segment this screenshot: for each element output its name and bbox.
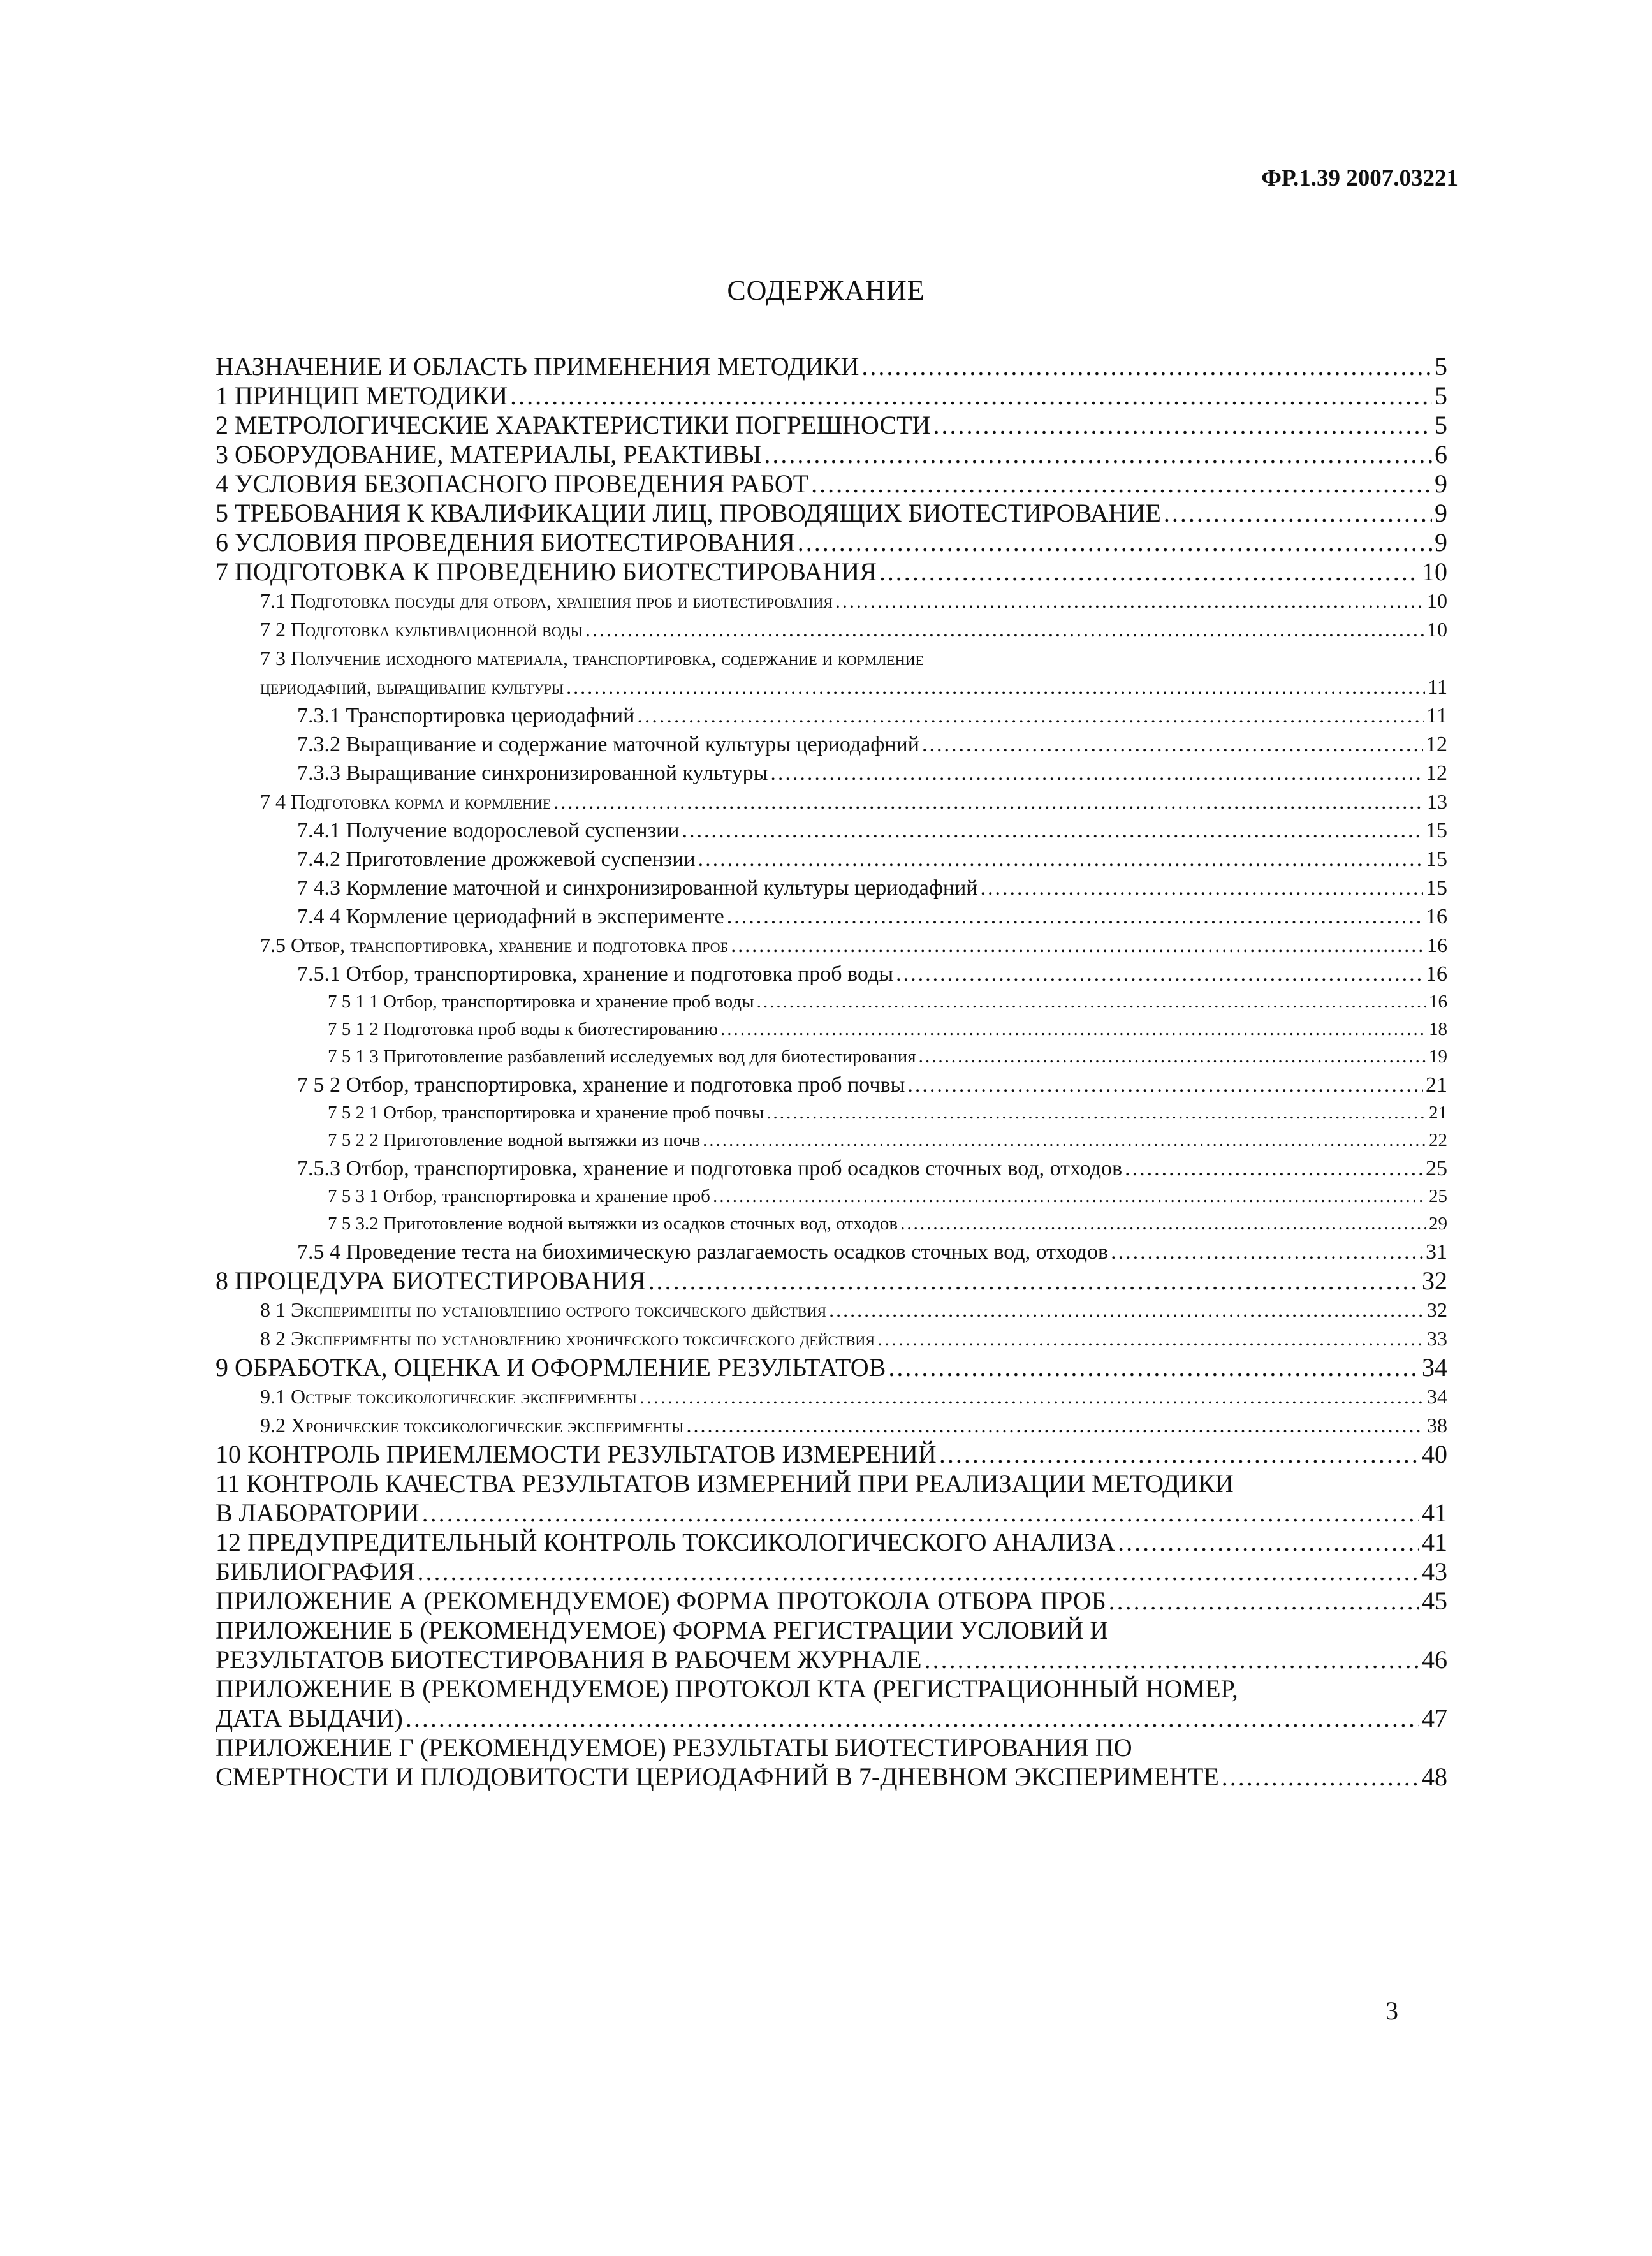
toc-entry-page: 41 <box>1422 1498 1447 1527</box>
toc-entry[interactable] <box>216 1498 1447 1528</box>
toc-entry-title: В ЛАБОРАТОРИИ <box>216 1498 420 1527</box>
toc-entry-page: 12 <box>1426 761 1447 785</box>
toc-entry-title: 7.4.2 Приготовление дрожжевой суспензии <box>297 847 696 871</box>
toc-leader <box>566 673 1425 701</box>
toc-entry-page: 45 <box>1422 1586 1447 1615</box>
toc-entry[interactable] <box>216 1324 1447 1353</box>
toc-leader <box>757 988 1426 1016</box>
toc-entry-page: 5 <box>1435 352 1447 381</box>
toc-entry-page: 48 <box>1422 1762 1447 1791</box>
toc-entry-page: 13 <box>1427 790 1447 813</box>
toc-entry-title: 9.2 Хронические токсикологические эксперименты <box>260 1414 684 1437</box>
toc-entry-title: 7 5 1 3 Приготовление разбавлений исследуемых вод для биотестирования <box>328 1046 916 1067</box>
toc-leader <box>727 902 1423 931</box>
toc-entry-title: 7.5 4 Проведение теста на биохимическую разлагаемость осадков сточных вод, отходов <box>297 1240 1109 1264</box>
toc-entry[interactable] <box>216 1296 1447 1324</box>
toc-entry-page: 38 <box>1427 1414 1447 1437</box>
toc-entry-page: 9 <box>1435 499 1447 527</box>
toc-entry-page: 33 <box>1427 1327 1447 1350</box>
toc-entry[interactable] <box>216 759 1447 787</box>
toc-entry-title: 9 ОБРАБОТКА, ОЦЕНКА И ОФОРМЛЕНИЕ РЕЗУЛЬТАТОВ <box>216 1353 886 1382</box>
toc-entry-page: 12 <box>1426 733 1447 756</box>
toc-entry[interactable] <box>216 816 1447 845</box>
toc-entry-title: 5 ТРЕБОВАНИЯ К КВАЛИФИКАЦИИ ЛИЦ, ПРОВОДЯЩИХ БИОТЕСТИРОВАНИЕ <box>216 499 1161 527</box>
toc-entry[interactable] <box>216 1645 1447 1674</box>
toc-entry-title: НАЗНАЧЕНИЕ И ОБЛАСТЬ ПРИМЕНЕНИЯ МЕТОДИКИ <box>216 352 859 381</box>
toc-entry[interactable] <box>216 1557 1447 1586</box>
toc-entry-title: 7.4.1 Получение водорослевой суспензии <box>297 819 680 842</box>
toc-entry-title: 7.3.1 Транспортировка цериодафний <box>297 704 635 728</box>
toc-leader <box>686 1411 1424 1440</box>
toc-entry-page: 43 <box>1422 1557 1447 1586</box>
toc-entry[interactable] <box>216 1016 1447 1043</box>
toc-leader <box>922 730 1423 759</box>
toc-entry-first-line[interactable]: ПРИЛОЖЕНИЕ Б (РЕКОМЕНДУЕМОЕ) ФОРМА РЕГИСТРАЦИИ УСЛОВИЙ И <box>216 1616 1109 1644</box>
toc-entry-page: 16 <box>1426 905 1447 928</box>
toc-entry-title: 7.5.3 Отбор, транспортировка, хранение и подготовка проб осадков сточных вод, отходов <box>297 1157 1123 1180</box>
toc-leader <box>981 874 1424 902</box>
toc-entry[interactable] <box>216 411 1447 440</box>
toc-entry-page: 22 <box>1429 1130 1447 1150</box>
toc-leader <box>1222 1762 1419 1792</box>
toc-leader <box>418 1557 1419 1586</box>
toc-entry-title: 4 УСЛОВИЯ БЕЗОПАСНОГО ПРОВЕДЕНИЯ РАБОТ <box>216 469 809 498</box>
toc-entry[interactable] <box>216 701 1447 730</box>
toc-entry[interactable] <box>216 988 1447 1016</box>
toc-leader <box>1118 1528 1419 1557</box>
toc-leader <box>553 787 1424 816</box>
toc-entry-page: 10 <box>1427 589 1447 612</box>
toc-entry-page: 21 <box>1426 1073 1447 1097</box>
toc-entry[interactable] <box>216 1440 1447 1469</box>
toc-entry-title: 3 ОБОРУДОВАНИЕ, МАТЕРИАЛЫ, РЕАКТИВЫ <box>216 440 762 469</box>
toc-entry[interactable] <box>216 440 1447 469</box>
toc-entry-first-line[interactable]: ПРИЛОЖЕНИЕ В (РЕКОМЕНДУЕМОЕ) ПРОТОКОЛ КТА (РЕГИСТРАЦИОННЫЙ НОМЕР, <box>216 1674 1238 1703</box>
toc-leader <box>585 615 1424 644</box>
toc-entry-page: 16 <box>1429 992 1447 1012</box>
toc-leader <box>731 931 1424 960</box>
toc-entry-page: 47 <box>1422 1704 1447 1732</box>
toc-entry-title: 7 5 2 2 Приготовление водной вытяжки из почв <box>328 1130 701 1150</box>
toc-entry-page: 46 <box>1422 1645 1447 1674</box>
toc-entry-title: 7.4 4 Кормление цериодафний в эксперименте <box>297 905 724 928</box>
toc-entry[interactable] <box>216 874 1447 902</box>
toc-entry-title: 7 5 3 1 Отбор, транспортировка и хранение проб <box>328 1186 710 1206</box>
toc-entry[interactable] <box>216 1043 1447 1071</box>
toc-entry-title: 9.1 Острые токсикологические эксперименты <box>260 1385 637 1408</box>
toc-entry[interactable] <box>216 673 1447 701</box>
toc-leader <box>648 1266 1419 1296</box>
toc-entry-page: 10 <box>1427 618 1447 641</box>
toc-entry[interactable] <box>216 381 1447 411</box>
toc-entry[interactable] <box>216 1382 1447 1411</box>
toc-entry[interactable] <box>216 1183 1447 1210</box>
toc-leader <box>896 960 1423 988</box>
toc-entry-title: 7 2 Подготовка культивационной воды <box>260 618 583 641</box>
toc-entry[interactable] <box>216 1154 1447 1183</box>
toc-entry[interactable] <box>216 587 1447 615</box>
toc-entry-page: 11 <box>1428 675 1447 698</box>
toc-entry[interactable] <box>216 1210 1447 1238</box>
toc-entry-page: 31 <box>1426 1240 1447 1264</box>
toc-entry[interactable] <box>216 352 1447 381</box>
toc-entry[interactable] <box>216 1353 1447 1382</box>
toc-entry-page: 11 <box>1426 704 1447 728</box>
toc-entry[interactable] <box>216 469 1447 499</box>
toc-leader <box>888 1353 1419 1382</box>
toc-leader <box>907 1071 1423 1099</box>
toc-entry-page: 9 <box>1435 469 1447 498</box>
toc-leader <box>829 1296 1424 1324</box>
toc-entry-title: 7 ПОДГОТОВКА К ПРОВЕДЕНИЮ БИОТЕСТИРОВАНИЯ <box>216 557 877 586</box>
toc-entry[interactable] <box>216 730 1447 759</box>
toc-entry-page: 10 <box>1422 557 1447 586</box>
toc-entry-title: 12 ПРЕДУПРЕДИТЕЛЬНЫЙ КОНТРОЛЬ ТОКСИКОЛОГИЧЕСКОГО АНАЛИЗА <box>216 1528 1116 1556</box>
page-number: 3 <box>1385 1996 1398 2025</box>
toc-leader <box>1109 1586 1419 1616</box>
toc-entry[interactable] <box>216 902 1447 931</box>
toc-entry[interactable] <box>216 1099 1447 1127</box>
toc-leader <box>811 469 1432 499</box>
toc-entry-page: 34 <box>1427 1385 1447 1408</box>
toc-leader <box>703 1127 1426 1154</box>
toc-entry-title: ДАТА ВЫДАЧИ) <box>216 1704 403 1732</box>
toc-entry[interactable] <box>216 931 1447 960</box>
toc-entry[interactable] <box>216 1127 1447 1154</box>
toc-entry-page: 25 <box>1426 1157 1447 1180</box>
toc-entry-page: 16 <box>1426 962 1447 986</box>
toc-leader <box>764 440 1432 469</box>
toc-entry-page: 40 <box>1422 1440 1447 1469</box>
toc-entry[interactable] <box>216 1238 1447 1266</box>
toc-entry-first-line[interactable]: ПРИЛОЖЕНИЕ Г (РЕКОМЕНДУЕМОЕ) РЕЗУЛЬТАТЫ БИОТЕСТИРОВАНИЯ ПО <box>216 1733 1132 1762</box>
toc-entry[interactable] <box>216 1586 1447 1616</box>
toc-entry[interactable] <box>216 615 1447 644</box>
toc-leader <box>720 1016 1426 1043</box>
toc-entry-title: 10 КОНТРОЛЬ ПРИЕМЛЕМОСТИ РЕЗУЛЬТАТОВ ИЗМЕРЕНИЙ <box>216 1440 937 1469</box>
toc-entry[interactable] <box>216 960 1447 988</box>
toc-entry-title: 7 5 1 1 Отбор, транспортировка и хранение проб воды <box>328 992 754 1012</box>
toc-entry-title: 1 ПРИНЦИП МЕТОДИКИ <box>216 381 508 410</box>
toc-entry-page: 34 <box>1422 1353 1447 1382</box>
toc-entry-first-line[interactable]: 7 3 Получение исходного материала, транспортировка, содержание и кормление <box>260 647 924 670</box>
toc-entry-title: 7.1 Подготовка посуды для отбора, хранения проб и биотестирования <box>260 589 833 612</box>
toc-leader <box>877 1324 1424 1353</box>
toc-entry-page: 15 <box>1426 819 1447 842</box>
toc-leader <box>835 587 1424 615</box>
toc-entry-title: 8 1 Эксперименты по установлению острого токсического действия <box>260 1298 827 1321</box>
document-code: ФР.1.39 2007.03221 <box>1261 165 1458 191</box>
toc-entry-page: 16 <box>1427 934 1447 956</box>
toc-entry-title: 7.3.3 Выращивание синхронизированной культуры <box>297 761 768 785</box>
toc-leader <box>879 557 1419 587</box>
toc-entry-title: 8 2 Эксперименты по установлению хронического токсического действия <box>260 1327 875 1350</box>
toc-entry-page: 15 <box>1426 876 1447 900</box>
toc-entry-title: 8 ПРОЦЕДУРА БИОТЕСТИРОВАНИЯ <box>216 1266 646 1295</box>
toc-entry[interactable] <box>216 557 1447 587</box>
toc-entry-title: ПРИЛОЖЕНИЕ А (РЕКОМЕНДУЕМОЕ) ФОРМА ПРОТОКОЛА ОТБОРА ПРОБ <box>216 1586 1106 1615</box>
toc-entry-title: БИБЛИОГРАФИЯ <box>216 1557 415 1586</box>
toc-entry-page: 32 <box>1427 1298 1447 1321</box>
toc-entry[interactable] <box>216 528 1447 557</box>
toc-entry-title: 2 МЕТРОЛОГИЧЕСКИЕ ХАРАКТЕРИСТИКИ ПОГРЕШНОСТИ <box>216 411 931 439</box>
toc-leader <box>1125 1154 1423 1183</box>
toc-entry-title: 7.5 Отбор, транспортировка, хранение и подготовка проб <box>260 934 729 956</box>
toc-entry[interactable] <box>216 1071 1447 1099</box>
toc-entry[interactable] <box>216 499 1447 528</box>
toc-leader <box>1164 499 1432 528</box>
toc-leader <box>682 816 1423 845</box>
toc-entry-page: 18 <box>1429 1019 1447 1039</box>
toc-leader <box>939 1440 1419 1469</box>
toc-entry-title: цериодафний, выращивание культуры <box>260 675 564 698</box>
page-title: СОДЕРЖАНИЕ <box>727 275 925 306</box>
toc-leader <box>925 1645 1419 1674</box>
toc-entry[interactable] <box>216 1704 1447 1733</box>
toc-entry-page: 5 <box>1435 411 1447 439</box>
toc-entry[interactable] <box>216 1762 1447 1792</box>
toc-entry-title: СМЕРТНОСТИ И ПЛОДОВИТОСТИ ЦЕРИОДАФНИЙ В 7-ДНЕВНОМ ЭКСПЕРИМЕНТЕ <box>216 1762 1219 1791</box>
toc-leader <box>698 845 1423 874</box>
toc-entry-page: 29 <box>1429 1213 1447 1234</box>
toc-entry-title: 7 5 1 2 Подготовка проб воды к биотестированию <box>328 1019 719 1039</box>
toc-entry-title: 7 4.3 Кормление маточной и синхронизированной культуры цериодафний <box>297 876 978 900</box>
toc-leader <box>900 1210 1426 1238</box>
toc-entry-page: 19 <box>1429 1046 1447 1067</box>
toc-leader <box>861 352 1432 381</box>
toc-entry-title: 7 5 2 1 Отбор, транспортировка и хранение проб почвы <box>328 1102 764 1123</box>
toc-entry-page: 32 <box>1422 1266 1447 1295</box>
toc-leader <box>406 1704 1419 1733</box>
toc-entry[interactable] <box>216 1266 1447 1296</box>
toc-leader <box>933 411 1432 440</box>
toc-entry-title: 7 5 3.2 Приготовление водной вытяжки из осадков сточных вод, отходов <box>328 1213 898 1234</box>
toc-entry-first-line[interactable]: 11 КОНТРОЛЬ КАЧЕСТВА РЕЗУЛЬТАТОВ ИЗМЕРЕНИЙ ПРИ РЕАЛИЗАЦИИ МЕТОДИКИ <box>216 1469 1234 1498</box>
toc-entry-title: 7.5.1 Отбор, транспортировка, хранение и подготовка проб воды <box>297 962 894 986</box>
table-of-contents <box>216 352 1447 1792</box>
toc-leader <box>713 1183 1426 1210</box>
toc-entry[interactable] <box>216 1411 1447 1440</box>
toc-entry-page: 15 <box>1426 847 1447 871</box>
toc-leader <box>637 701 1424 730</box>
toc-entry-title: РЕЗУЛЬТАТОВ БИОТЕСТИРОВАНИЯ В РАБОЧЕМ ЖУРНАЛЕ <box>216 1645 922 1674</box>
toc-entry-page: 5 <box>1435 381 1447 410</box>
toc-entry[interactable] <box>216 1528 1447 1557</box>
toc-leader <box>798 528 1432 557</box>
toc-leader <box>422 1498 1419 1528</box>
toc-entry[interactable] <box>216 845 1447 874</box>
toc-entry-page: 9 <box>1435 528 1447 557</box>
toc-entry-page: 41 <box>1422 1528 1447 1556</box>
toc-leader <box>1111 1238 1423 1266</box>
toc-leader <box>766 1099 1426 1127</box>
toc-entry-page: 21 <box>1429 1102 1447 1123</box>
toc-entry-title: 6 УСЛОВИЯ ПРОВЕДЕНИЯ БИОТЕСТИРОВАНИЯ <box>216 528 795 557</box>
toc-entry-title: 7 4 Подготовка корма и кормление <box>260 790 552 813</box>
toc-entry-title: 7 5 2 Отбор, транспортировка, хранение и подготовка проб почвы <box>297 1073 905 1097</box>
toc-leader <box>770 759 1423 787</box>
toc-entry[interactable] <box>216 787 1447 816</box>
toc-leader <box>510 381 1432 411</box>
toc-entry-title: 7.3.2 Выращивание и содержание маточной культуры цериодафний <box>297 733 919 756</box>
toc-leader <box>919 1043 1426 1071</box>
toc-entry-page: 25 <box>1429 1186 1447 1206</box>
toc-entry-page: 6 <box>1435 440 1447 469</box>
toc-leader <box>640 1382 1424 1411</box>
